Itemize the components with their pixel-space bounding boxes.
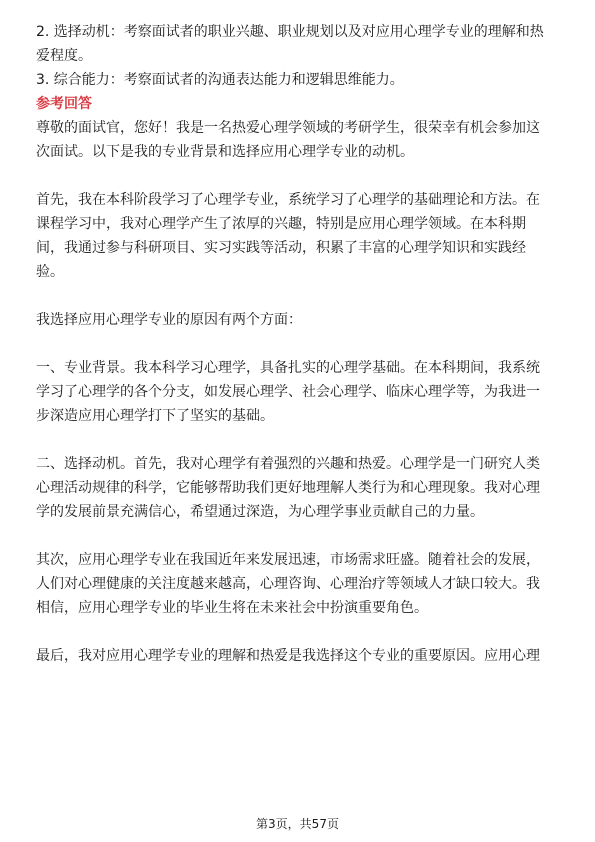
- paragraph-gap: [36, 332, 563, 356]
- intro-line-2: 次面试。以下是我的专业背景和选择应用心理学专业的动机。: [36, 144, 414, 160]
- page-content: [36, 20, 563, 668]
- motivation-para-line-3: 学的发展前景充满信心，希望通过深造，为心理学事业贡献自己的力量。: [36, 504, 484, 520]
- motivation-para-line-2: 心理活动规律的科学，它能够帮助我们更好地理解人类行为和心理现象。我对心理: [36, 480, 540, 496]
- reference-answer-heading: 参考回答: [36, 96, 92, 112]
- paragraph-gap: [36, 164, 563, 188]
- second-para-line-1: 其次，应用心理学专业在我国近年来发展迅速，市场需求旺盛。随着社会的发展，: [36, 552, 540, 568]
- paragraph-gap: [36, 524, 563, 548]
- page-number-footer: 第3页，共57页: [256, 817, 339, 831]
- paragraph-gap: [36, 428, 563, 452]
- first-para-line-3: 间，我通过参与科研项目、实习实践等活动，积累了丰富的心理学知识和实践经: [36, 240, 526, 256]
- first-para-line-1: 首先，我在本科阶段学习了心理学专业，系统学习了心理学的基础理论和方法。在: [36, 192, 540, 208]
- last-para-line-1: 最后，我对应用心理学专业的理解和热爱是我选择这个专业的重要原因。应用心理: [36, 648, 540, 664]
- criteria-ability-line: 3. 综合能力：考察面试者的沟通表达能力和逻辑思维能力。: [36, 72, 404, 88]
- second-para-line-2: 人们对心理健康的关注度越来越高，心理咨询、心理治疗等领域人才缺口较大。我: [36, 576, 540, 592]
- first-para-line-2: 课程学习中，我对心理学产生了浓厚的兴趣，特别是应用心理学领域。在本科期: [36, 216, 526, 232]
- reasons-intro-line: 我选择应用心理学专业的原因有两个方面：: [36, 312, 302, 328]
- intro-line-1: 尊敬的面试官，您好！我是一名热爱心理学领域的考研学生，很荣幸有机会参加这: [36, 120, 540, 136]
- background-para-line-1: 一、专业背景。我本科学习心理学，具备扎实的心理学基础。在本科期间，我系统: [36, 360, 540, 376]
- background-para-line-2: 学习了心理学的各个分支，如发展心理学、社会心理学、临床心理学等，为我进一: [36, 384, 540, 400]
- motivation-para-line-1: 二、选择动机。首先，我对心理学有着强烈的兴趣和热爱。心理学是一门研究人类: [36, 456, 540, 472]
- paragraph-gap: [36, 620, 563, 644]
- background-para-line-3: 步深造应用心理学打下了坚实的基础。: [36, 408, 274, 424]
- criteria-motivation-line-1: 2. 选择动机：考察面试者的职业兴趣、职业规划以及对应用心理学专业的理解和热: [36, 24, 544, 40]
- criteria-motivation-line-2: 爱程度。: [36, 48, 92, 64]
- paragraph-gap: [36, 284, 563, 308]
- second-para-line-3: 相信，应用心理学专业的毕业生将在未来社会中扮演重要角色。: [36, 600, 428, 616]
- first-para-line-4: 验。: [36, 264, 64, 280]
